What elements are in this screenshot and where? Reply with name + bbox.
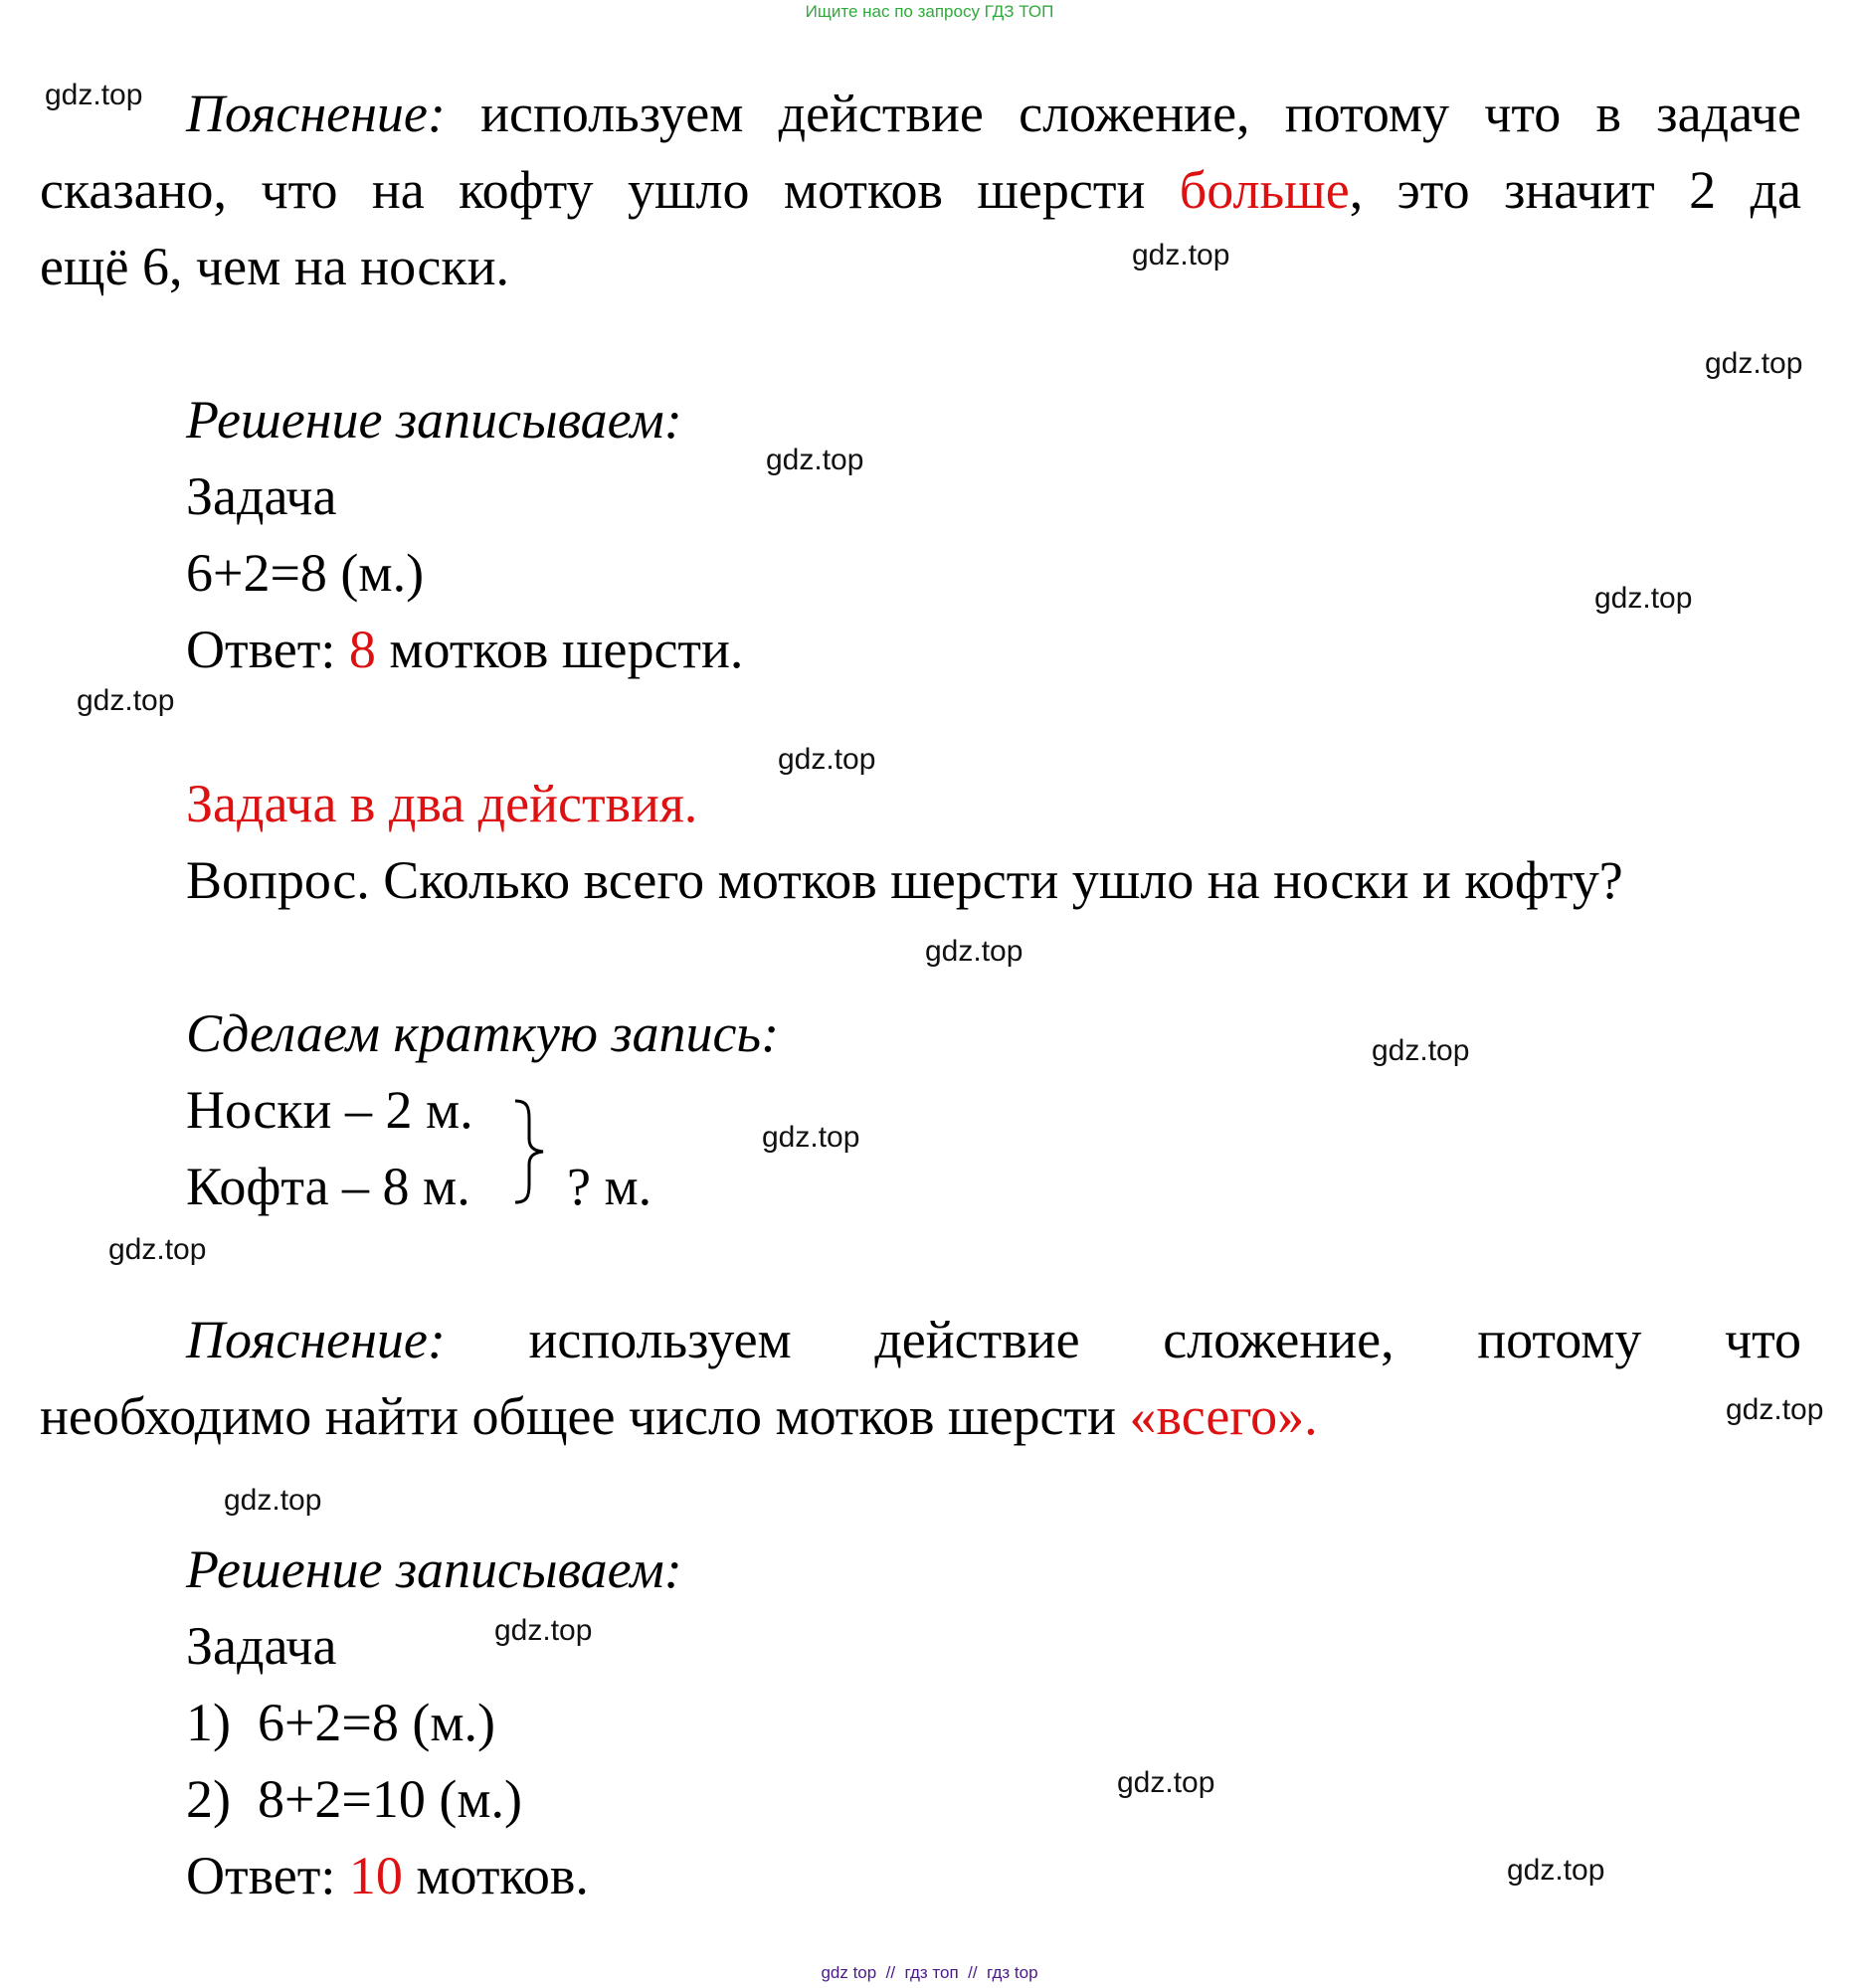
explanation-emphasis: больше, это значит 2 да (1179, 160, 1802, 220)
explanation1-line2 (40, 160, 1802, 220)
explanation1-line3: ещё 6, чем на носки. (40, 237, 510, 296)
answer-value: 8 (348, 620, 376, 679)
explanation2-line2 (40, 1386, 1318, 1446)
explanation-word: сложение, (1163, 1310, 1394, 1369)
watermark: gdz.top (1132, 239, 1230, 271)
highlight-bolshe: больше (1179, 160, 1350, 220)
part2-title: Задача в два действия. (186, 774, 698, 833)
solution2-answer (186, 1846, 589, 1905)
watermark: gdz.top (77, 684, 175, 717)
footer-links[interactable]: gdz top // гдз топ // гдз top (821, 1963, 1038, 1982)
watermark: gdz.top (1372, 1034, 1470, 1067)
solution1-answer (186, 620, 744, 679)
explanation-word: действие (874, 1310, 1080, 1369)
watermark: gdz.top (762, 1121, 860, 1154)
explanation1-line1 (186, 84, 1801, 143)
short-record-result: ? м. (567, 1157, 652, 1216)
explanation-word: используем (528, 1310, 792, 1369)
explanation-text: сказано, что на кофту ушло мотков шерсти (40, 160, 1146, 220)
solution2-heading: Решение записываем: (186, 1539, 682, 1599)
part2-question: Вопрос. Сколько всего мотков шерсти ушло на носки и кофту? (186, 850, 1623, 910)
short-record-row2: Кофта – 8 м. (186, 1157, 470, 1216)
answer-text: мотков. (416, 1846, 589, 1905)
answer-label: Ответ: (186, 620, 336, 679)
watermark: gdz.top (925, 935, 1023, 968)
answer-text: мотков шерсти. (389, 620, 744, 679)
watermark: gdz.top (108, 1233, 207, 1266)
explanation-label: Пояснение: (186, 1310, 446, 1369)
explanation-text: необходимо найти общее число мотков шерсти (40, 1386, 1117, 1446)
watermark: gdz.top (1594, 582, 1693, 615)
explanation2-line1 (186, 1310, 1802, 1369)
solution1-equation: 6+2=8 (м.) (186, 543, 425, 603)
watermark: gdz.top (1726, 1393, 1824, 1426)
explanation-word: что (1725, 1310, 1802, 1369)
watermark: gdz.top (494, 1614, 593, 1647)
explanation-label: Пояснение: (186, 84, 446, 143)
watermark: gdz.top (778, 743, 876, 776)
answer-label: Ответ: (186, 1846, 336, 1905)
explanation-text: используем действие сложение, потому что в задаче (480, 84, 1801, 143)
highlight-vsego: «всего». (1129, 1386, 1318, 1446)
solution2-step1: 1) 6+2=8 (м.) (186, 1693, 496, 1752)
short-record-row1: Носки – 2 м. (186, 1080, 473, 1140)
short-record-heading: Сделаем краткую запись: (186, 1003, 780, 1063)
watermark: gdz.top (766, 444, 864, 476)
explanation-word: потому (1477, 1310, 1642, 1369)
solution2-task-label: Задача (186, 1616, 337, 1676)
watermark: gdz.top (1507, 1854, 1605, 1887)
watermark: gdz.top (1705, 347, 1803, 380)
solution1-task-label: Задача (186, 466, 337, 526)
answer-value: 10 (348, 1846, 403, 1905)
watermark: gdz.top (224, 1484, 322, 1517)
solution2-step2: 2) 8+2=10 (м.) (186, 1769, 523, 1829)
top-banner[interactable]: Ищите нас по запросу ГДЗ ТОП (805, 2, 1054, 21)
watermark: gdz.top (1117, 1766, 1215, 1799)
solution1-heading: Решение записываем: (186, 390, 682, 450)
watermark: gdz.top (45, 79, 143, 111)
curly-brace-icon (509, 1097, 547, 1206)
